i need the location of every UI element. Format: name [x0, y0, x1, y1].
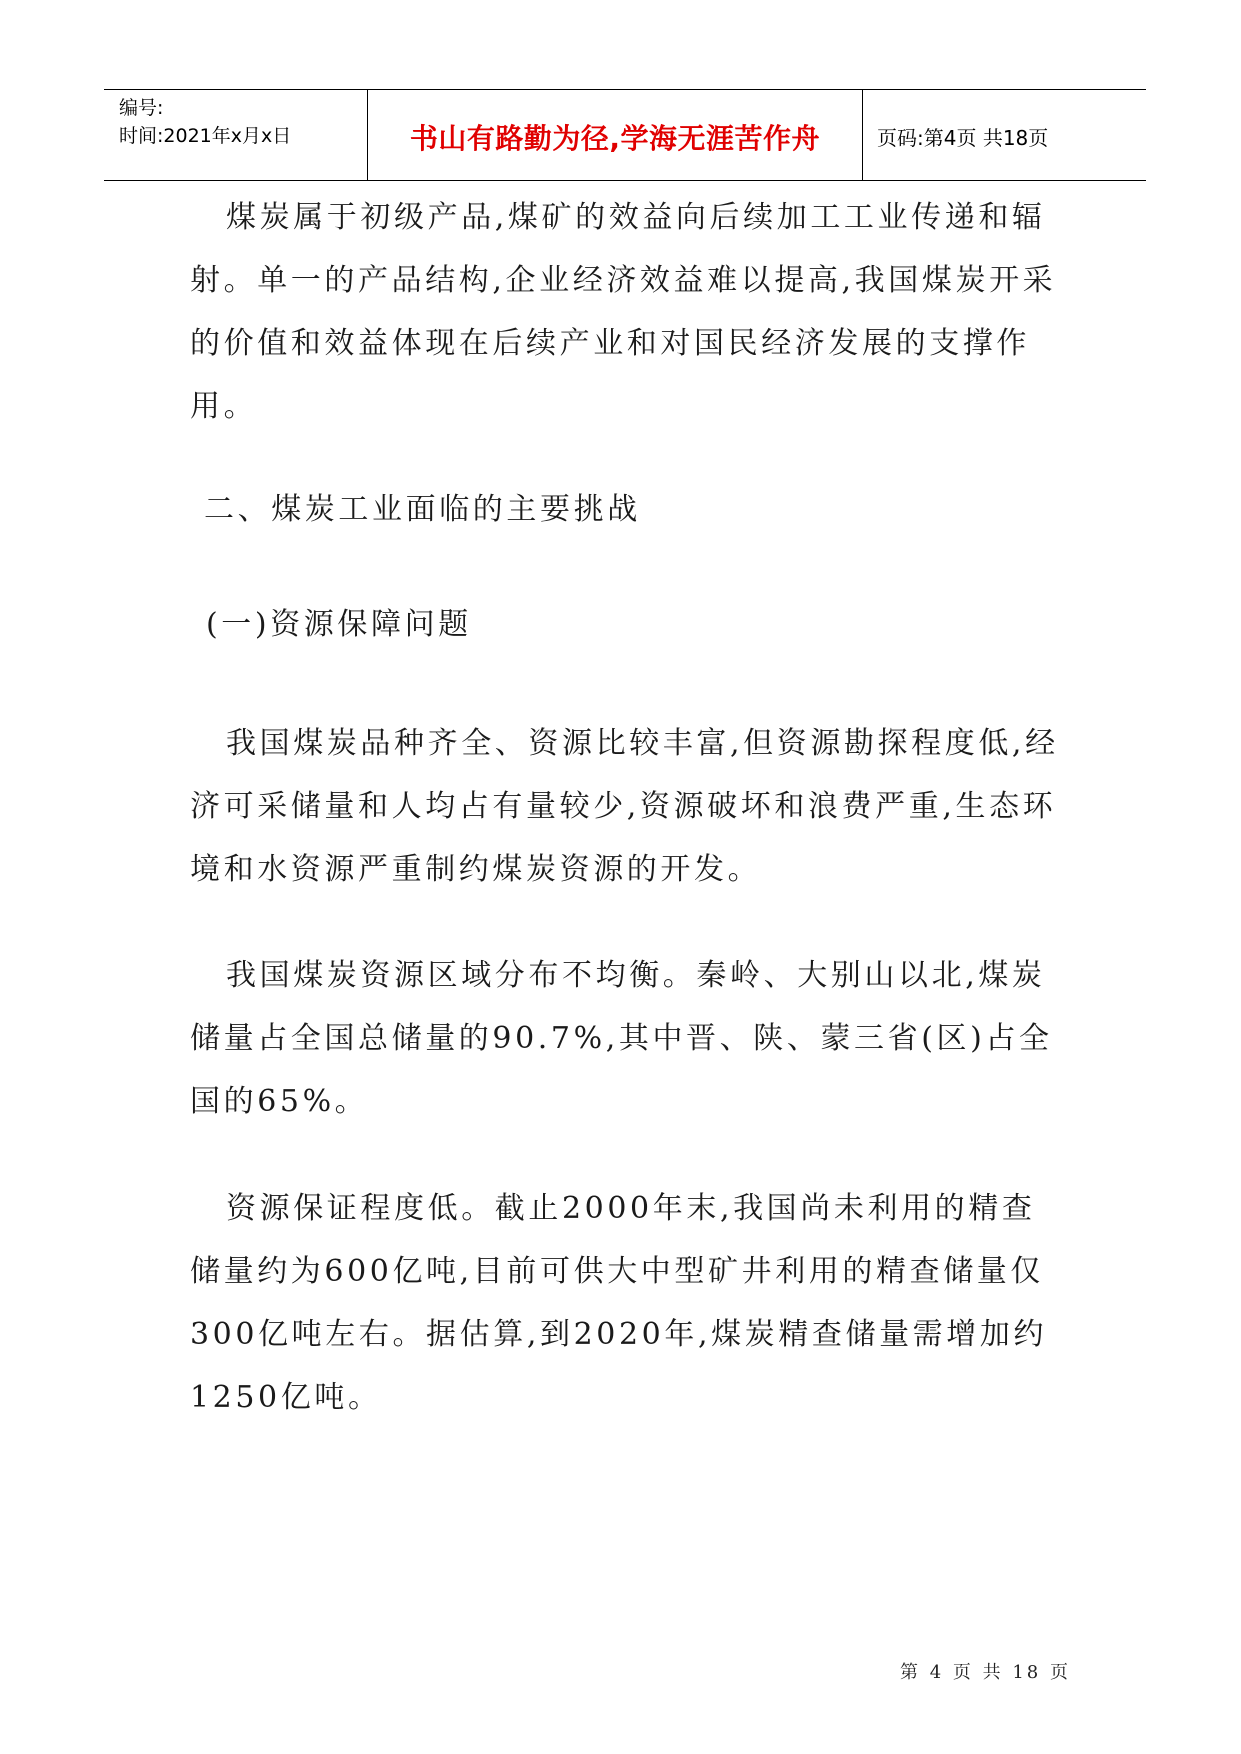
- paragraph-1-text: 煤炭属于初级产品,煤矿的效益向后续加工工业传递和辐射。单一的产品结构,企业经济效益难以提高,我国煤炭开采的价值和效益体现在后续产业和对国民经济发展的支撑作用。: [190, 200, 1057, 424]
- header-info-cell: [104, 90, 368, 180]
- header-motto: 书山有路勤为径,学海无涯苦作舟: [368, 90, 863, 180]
- footer-page-number: 第 4 页 共 18 页: [900, 1662, 1071, 1683]
- paragraph-1: [190, 186, 1060, 438]
- subsection-heading: (一)资源保障问题: [206, 607, 472, 642]
- paragraph-3: [190, 944, 1060, 1133]
- section-heading: 二、煤炭工业面临的主要挑战: [204, 492, 641, 527]
- document-number-label: 编号:: [119, 97, 164, 119]
- paragraph-3-text: 我国煤炭资源区域分布不均衡。秦岭、大别山以北,煤炭储量占全国总储量的90.7%,其中晋、陕、蒙三省(区)占全国的65%。: [190, 958, 1053, 1119]
- document-time-label: 时间:2021年x月x日: [119, 125, 292, 147]
- paragraph-2-text: 我国煤炭品种齐全、资源比较丰富,但资源勘探程度低,经济可采储量和人均占有量较少,资源破坏和浪费严重,生态环境和水资源严重制约煤炭资源的开发。: [190, 726, 1059, 887]
- paragraph-4-text: 资源保证程度低。截止2000年末,我国尚未利用的精查储量约为600亿吨,目前可供大中型矿井利用的精查储量仅300亿吨左右。据估算,到2020年,煤炭精查储量需增加约1250亿吨。: [190, 1191, 1048, 1415]
- paragraph-4: [190, 1177, 1060, 1429]
- document-header: [104, 89, 1146, 181]
- header-page-number: 页码:第4页 共18页: [877, 125, 1049, 150]
- paragraph-2: [190, 712, 1060, 901]
